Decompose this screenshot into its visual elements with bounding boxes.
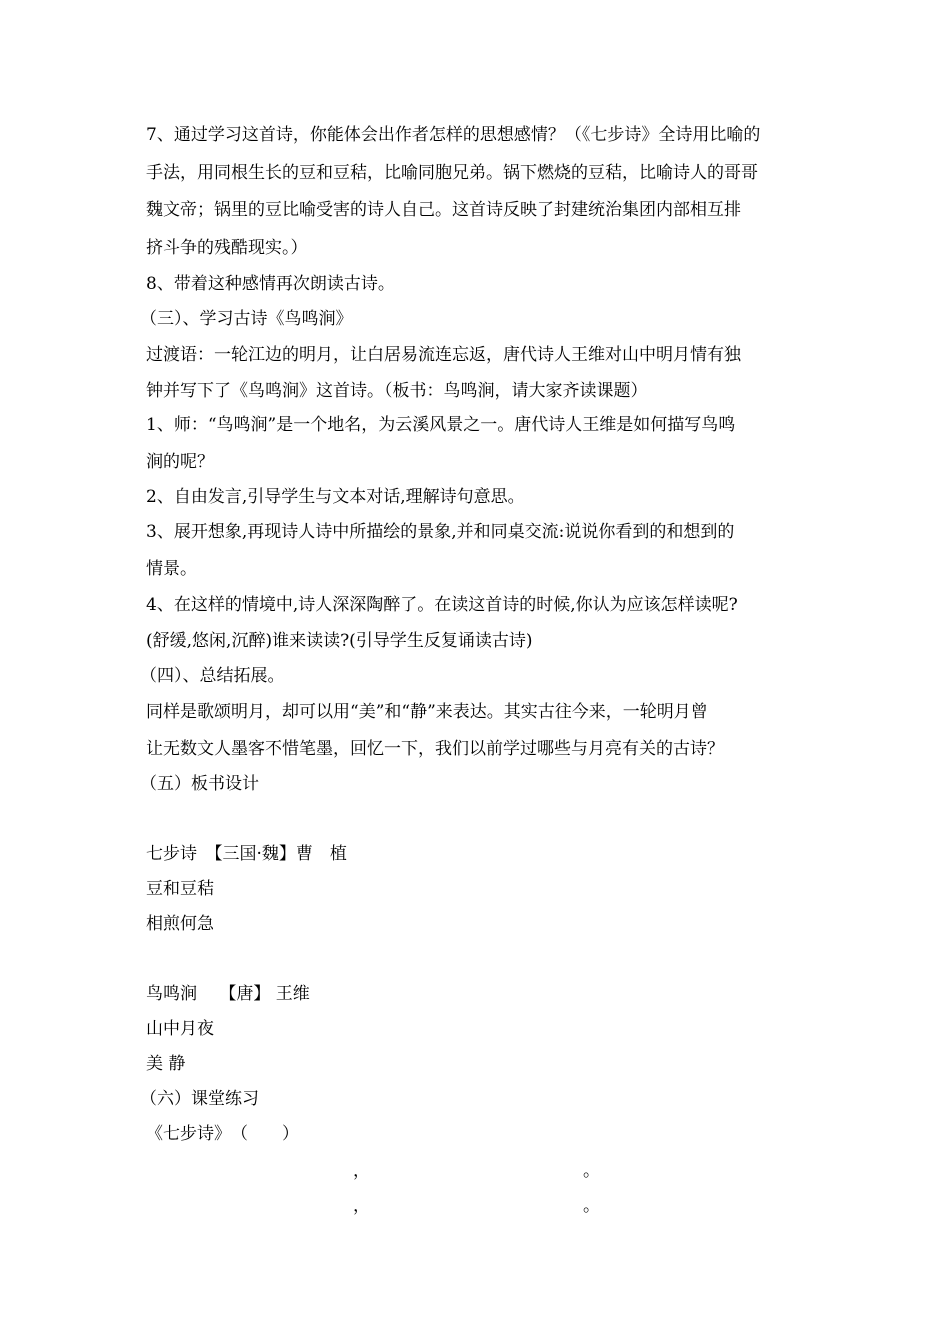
question-4-line-2: (舒缓,悠闲,沉醉)谁来读读?(引导学生反复诵读古诗) xyxy=(146,631,533,651)
section-3-heading: （三）、学习古诗《鸟鸣涧》 xyxy=(140,309,353,329)
summary-line-1: 同样是歌颂明月，却可以用“美”和“静”来表达。其实古往今来，一轮明月曾 xyxy=(146,702,708,722)
question-3-line-1: 3、展开想象,再现诗人诗中所描绘的景象,并和同桌交流:说说你看到的和想到的 xyxy=(146,522,735,542)
fill-in-row-1-period: 。 xyxy=(583,1161,600,1181)
paragraph-7-line-3: 魏文帝；锅里的豆比喻受害的诗人自己。这首诗反映了封建统治集团内部相互排 xyxy=(146,200,741,220)
question-3-line-2: 情景。 xyxy=(146,559,197,579)
fill-in-row-2 xyxy=(0,1195,950,1217)
paragraph-8: 8、带着这种感情再次朗读古诗。 xyxy=(146,274,395,294)
paragraph-7-line-2: 手法，用同根生长的豆和豆秸，比喻同胞兄弟。锅下燃烧的豆秸，比喻诗人的哥哥 xyxy=(146,163,758,183)
paragraph-7-line-1: 7、通过学习这首诗，你能体会出作者怎样的思想感情？（《七步诗》全诗用比喻的 xyxy=(146,125,761,145)
fill-in-row-2-period: 。 xyxy=(583,1196,600,1216)
board-poem-2-line-1: 山中月夜 xyxy=(146,1019,214,1039)
fill-in-row-1-comma: ， xyxy=(353,1161,370,1181)
fill-in-row-1 xyxy=(0,1160,950,1182)
question-2: 2、自由发言,引导学生与文本对话,理解诗句意思。 xyxy=(146,487,525,507)
section-4-heading: （四）、总结拓展。 xyxy=(140,666,285,686)
board-poem-1-line-1: 豆和豆秸 xyxy=(146,879,214,899)
transition-line-2: 钟并写下了《鸟鸣涧》这首诗。（板书：鸟鸣涧，请大家齐读课题） xyxy=(146,381,648,401)
board-poem-1-line-2: 相煎何急 xyxy=(146,914,214,934)
board-poem-2-title: 鸟鸣涧 【唐】 王维 xyxy=(146,984,310,1004)
summary-line-2: 让无数文人墨客不惜笔墨，回忆一下，我们以前学过哪些与月亮有关的古诗？ xyxy=(146,739,724,759)
section-5-heading: （五）板书设计 xyxy=(140,774,259,794)
board-poem-2-line-2: 美 静 xyxy=(146,1054,186,1074)
exercise-prompt: 《七步诗》 （ ） xyxy=(146,1124,299,1144)
paragraph-7-line-4: 挤斗争的残酷现实。） xyxy=(146,238,308,258)
board-poem-1-title: 七步诗 【三国·魏】曹 植 xyxy=(146,844,347,864)
transition-line-1: 过渡语：一轮江边的明月，让白居易流连忘返，唐代诗人王维对山中明月情有独 xyxy=(146,345,741,365)
fill-in-row-2-comma: ， xyxy=(353,1196,370,1216)
question-4-line-1: 4、在这样的情境中,诗人深深陶醉了。在读这首诗的时候,你认为应该怎样读呢? xyxy=(146,595,738,615)
exercise-heading: （六）课堂练习 xyxy=(140,1089,259,1109)
question-1-line-2: 涧的呢？ xyxy=(146,452,214,472)
question-1-line-1: 1、师：“鸟鸣涧”是一个地名，为云溪风景之一。唐代诗人王维是如何描写鸟鸣 xyxy=(146,415,736,435)
